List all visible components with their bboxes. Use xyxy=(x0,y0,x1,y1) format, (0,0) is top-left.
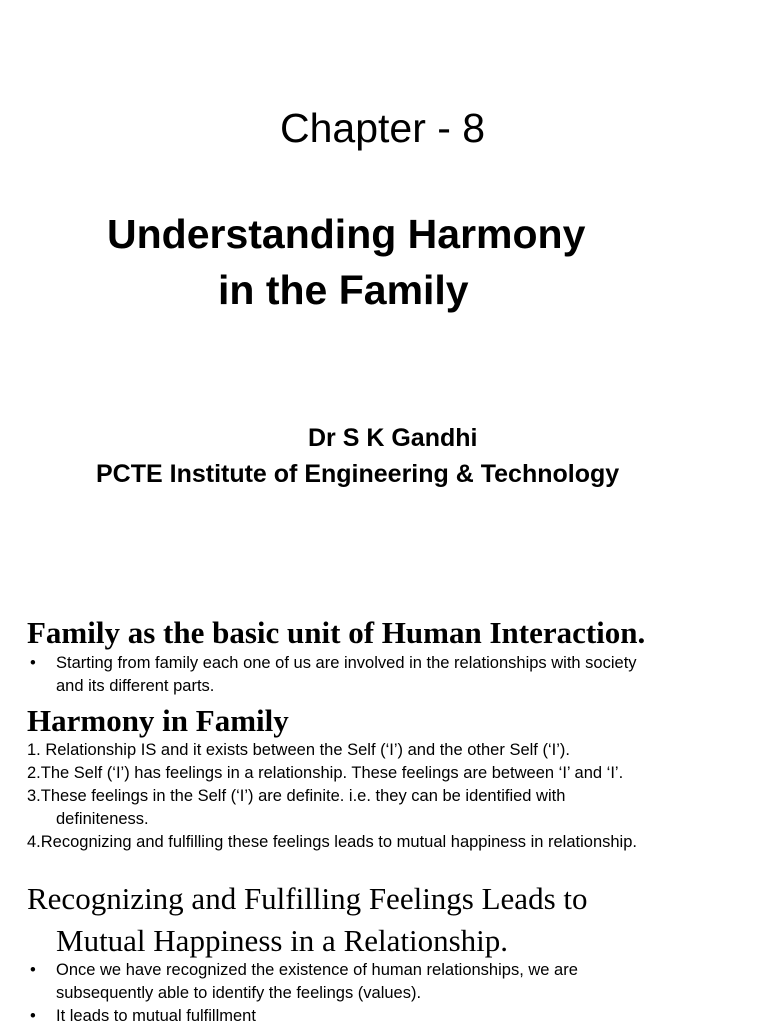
bullet-text: Starting from family each one of us are involved in the relationships with society xyxy=(56,654,637,672)
bullet-marker: • xyxy=(30,654,36,672)
slide-title-line-1: Understanding Harmony xyxy=(107,211,586,257)
numbered-item: 4.Recognizing and fulfilling these feelings leads to mutual happiness in relationship. xyxy=(27,833,637,851)
bullet-marker: • xyxy=(30,1007,36,1025)
bullet-text-continued: subsequently able to identify the feelings (values). xyxy=(56,984,422,1002)
author-name: Dr S K Gandhi xyxy=(308,424,478,452)
numbered-item: 2.The Self (‘I’) has feelings in a relationship. These feelings are between ‘I’ and ‘I’. xyxy=(27,764,624,782)
slide-title-line-2: in the Family xyxy=(218,267,469,313)
institute-name: PCTE Institute of Engineering & Technology xyxy=(96,460,620,488)
bullet-text: Once we have recognized the existence of human relationships, we are xyxy=(56,961,578,979)
slide-heading-line-1: Recognizing and Fulfilling Feelings Leads to xyxy=(27,881,588,916)
bullet-marker: • xyxy=(30,961,36,979)
section-heading: Harmony in Family xyxy=(27,703,289,738)
numbered-item-continued: definiteness. xyxy=(56,810,149,828)
slide-heading: Family as the basic unit of Human Interaction. xyxy=(27,615,646,650)
chapter-label: Chapter - 8 xyxy=(280,105,486,151)
bullet-text-continued: and its different parts. xyxy=(56,677,215,695)
slide-heading-line-2: Mutual Happiness in a Relationship. xyxy=(56,923,509,958)
bullet-text: It leads to mutual fulfillment xyxy=(56,1007,256,1025)
numbered-item: 3.These feelings in the Self (‘I’) are definite. i.e. they can be identified with xyxy=(27,787,566,805)
numbered-item: 1. Relationship IS and it exists between the Self (‘I’) and the other Self (‘I’). xyxy=(27,741,570,759)
